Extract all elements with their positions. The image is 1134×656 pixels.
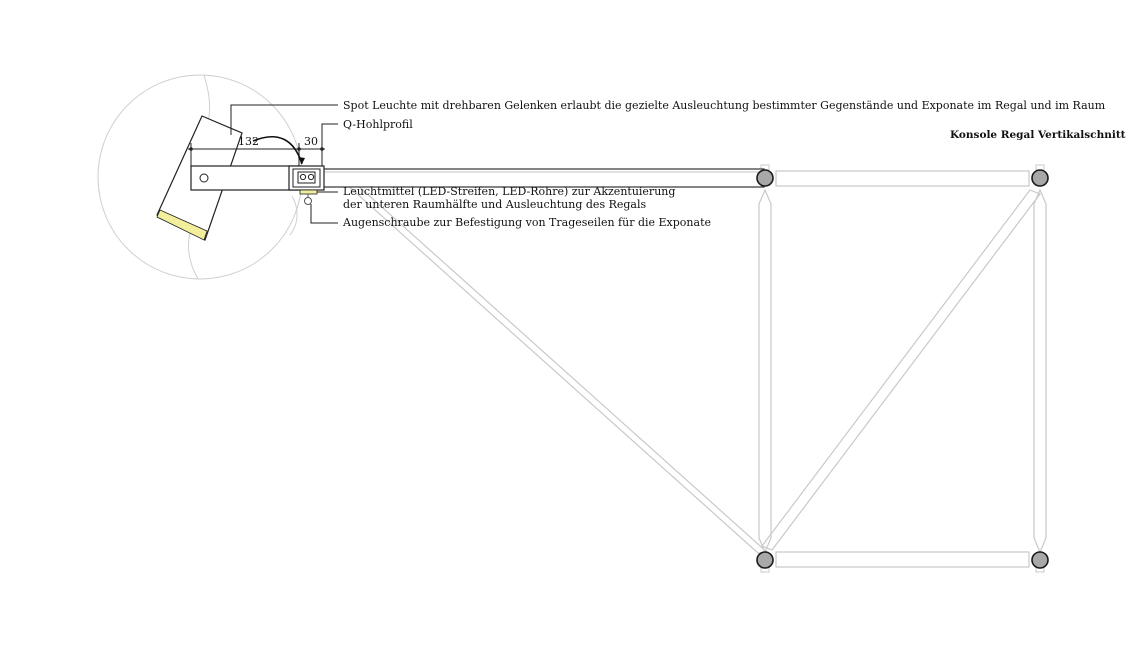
node-bottom-left (757, 552, 773, 568)
leader-profile (322, 124, 338, 150)
node-bottom-right (1032, 552, 1048, 568)
diagonal-strut-right (762, 190, 1040, 550)
node-top-right (1032, 170, 1048, 186)
led-strip (300, 190, 317, 194)
top-bar-right (776, 171, 1029, 186)
annotation-spot: Spot Leuchte mit drehbaren Gelenken erlaubt die gezielte Ausleuchtung bestimmter Gegenstände und Exponate im Regal und im Raum (343, 99, 1106, 112)
vertical-strut-right (1034, 190, 1046, 552)
diagonal-strut-left (345, 183, 768, 553)
leader-eyebolt (311, 204, 338, 223)
annotation-led-line2: der unteren Raumhälfte und Ausleuchtung des Regals (343, 198, 647, 211)
node-top-left (757, 170, 773, 186)
pivot-hole (200, 174, 208, 182)
drawing-title: Konsole Regal Vertikalschnitt (950, 129, 1126, 141)
annotation-eyebolt: Augenschraube zur Befestigung von Trageseilen für die Exponate (343, 216, 711, 229)
bottom-bar (776, 552, 1029, 567)
truss-nodes (757, 170, 1048, 568)
vertical-strut-left (759, 190, 771, 552)
swivel-arc (253, 137, 302, 164)
annotation-led-line1: Leuchtmittel (LED-Streifen, LED-Röhre) zur Akzentuierung (343, 185, 676, 198)
annotation-profile: Q-Hohlprofil (343, 118, 413, 131)
eye-bolt (305, 198, 312, 205)
dimension-30: 30 (304, 135, 318, 148)
dimension-132: 132 (238, 135, 259, 148)
